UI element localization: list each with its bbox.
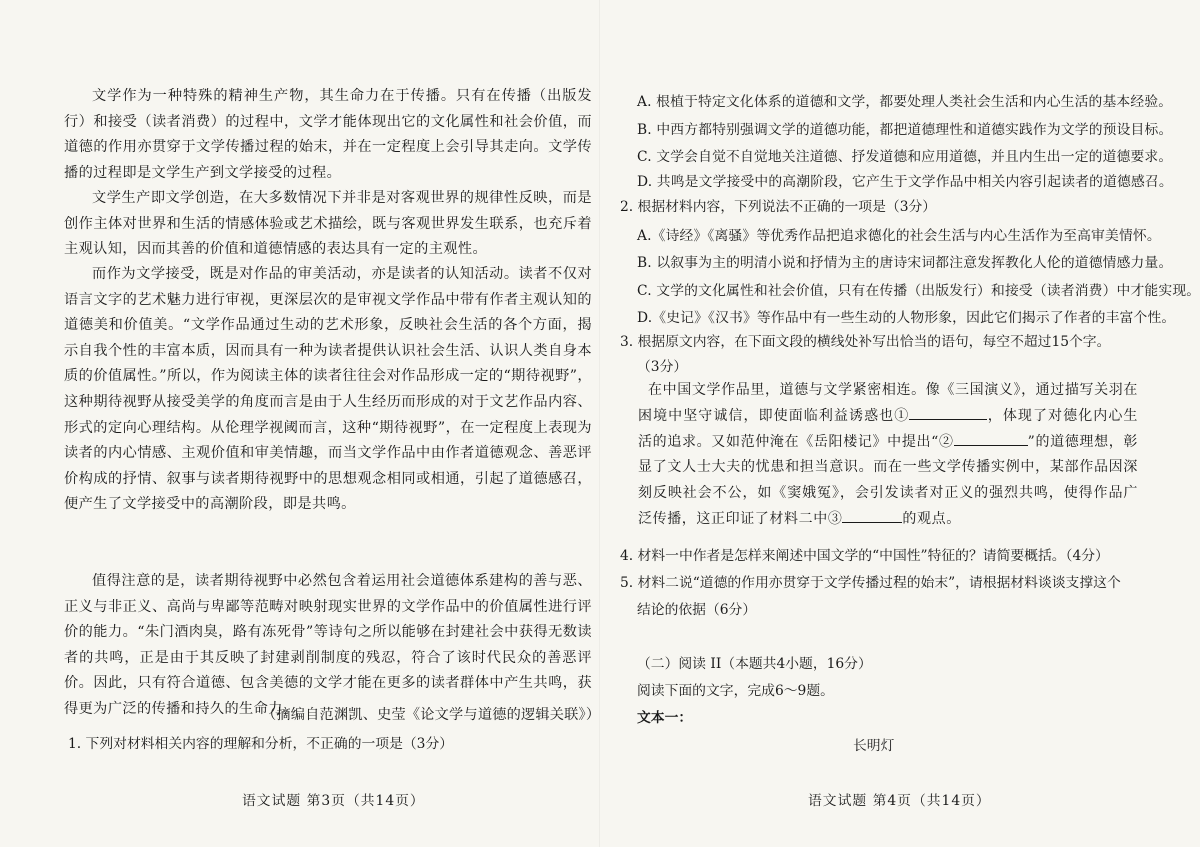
- fill-blank-2[interactable]: [954, 431, 1028, 446]
- question-1-stem: 1. 下列对材料相关内容的理解和分析，不正确的一项是（3分）: [68, 736, 454, 752]
- question-4-stem: 4. 材料一中作者是怎样来阐述中国文学的“中国性”特征的？请简要概括。（4分）: [620, 548, 1109, 564]
- q1-option-b: B. 中西方都特别强调文学的道德功能，都把道德理性和道德实践作为文学的预设目标。: [637, 122, 1173, 138]
- q2-option-d: D.《史记》《汉书》等作品中有一些生动的人物形象，因此它们揭示了作者的丰富个性。: [637, 310, 1176, 326]
- section-instruction: 阅读下面的文字，完成6～9题。: [637, 683, 834, 699]
- question-5-stem-line1: 5. 材料二说“道德的作用亦贯穿于文学传播过程的始末”，请根据材料谈谈支撑这个: [620, 575, 1121, 591]
- section-heading: （二）阅读 II（本题共4小题，16分）: [637, 656, 872, 672]
- question-3-score: （3分）: [637, 359, 688, 375]
- passage-paragraph-3: 而作为文学接受，既是对作品的审美活动，亦是读者的认知活动。读者不仅对语言文字的艺术魅力进行审视，更深层次的是审视文学作品中带有作者主观认知的道德美和价值美。“文学作品通过生动的艺术形象，反映社会生活的各个方面，揭示自我个性的丰富本质，因而具有一种为读者提供认识社会生活、认识人类自身本质的价值属性。”所以，作为阅读主体的读者往往会对作品形成一定的“期待视野”，这种期待视野从接受美学的角度而言是由于人生经历而形成的对于文艺作品内容、形式的定向心理结构。从伦理学视阈而言，这种“期待视野”，在一定程度上表现为读者的内心情感、主观价值和审美情趣，而当文学作品中由作者道德观念、善恶评价构成的抒情、叙事与读者期待视野中的思想观念相同或相通，引起了道德感召，便产生了文学接受中的高潮阶段，即是共鸣。: [64, 266, 592, 513]
- blank-marker-1: ①: [894, 407, 910, 424]
- passage-source: （摘编自范渊凯、史莹《论文学与道德的逻辑关联》）: [262, 707, 601, 723]
- fill-text-1: 在中国文学作品里，道德与文学紧密相连。像《三国演义》，通过描写关羽在困境中坚守诚信，即使面临利益诱惑也: [638, 382, 1138, 424]
- fill-text-4: 的观点。: [902, 510, 961, 527]
- blank-marker-3: ③: [827, 510, 843, 527]
- fill-text-3: ”的道德理想，彰显了文人士大夫的忧患和担当意识。而在一些文学传播实例中，某部作品因深刻反映社会不公，如《窦娥冤》，会引发读者对正义的强烈共鸣，使得作品广泛传播，这正印证了材料二中: [638, 433, 1138, 527]
- q2-option-c: C. 文学的文化属性和社会价值，只有在传播（出版发行）和接受（读者消费）中才能实现。: [637, 283, 1200, 299]
- question-2-stem: 2. 根据材料内容，下列说法不正确的一项是（3分）: [620, 199, 937, 215]
- q2-option-b: B. 以叙事为主的明清小说和抒情为主的唐诗宋词都注意发挥教化人伦的道德情感力量。: [637, 255, 1173, 271]
- story-title: 长明灯: [853, 738, 895, 754]
- fill-blank-3[interactable]: [842, 508, 902, 523]
- text-one-label: 文本一：: [637, 710, 693, 726]
- q1-option-a: A. 根植于特定文化体系的道德和文学，都要处理人类社会生活和内心生活的基本经验。: [637, 94, 1173, 110]
- q1-option-c: C. 文学会自觉不自觉地关注道德、抒发道德和应用道德，并且内生出一定的道德要求。: [637, 149, 1173, 165]
- question-3-stem: 3. 根据原文内容，在下面文段的横线处补写出恰当的语句，每空不超过15个字。: [620, 334, 1111, 350]
- fill-text-2: ，体现了对德化内心生活的追求。又如范仲淹在《岳阳楼记》中提出“: [638, 407, 1139, 450]
- passage-paragraph-1: 文学作为一种特殊的精神生产物，其生命力在于传播。只有在传播（出版发行）和接受（读者消费）的过程中，文学才能体现出它的文化属性和社会价值，而道德的作用亦贯穿于文学传播过程的始末，并在一定程度上会引导其走向。文学传播的过程即是文学生产到文学接受的过程。: [64, 88, 592, 181]
- blank-marker-2: ②: [938, 433, 954, 450]
- passage-paragraph-4: 值得注意的是，读者期待视野中必然包含着运用社会道德体系建构的善与恶、正义与非正义、高尚与卑鄙等范畴对映射现实世界的文学作品中的价值属性进行评价的能力。“朱门酒肉臭，路有冻死骨”等诗句之所以能够在封建社会中获得无数读者的共鸣，正是由于其反映了封建剥削制度的残忍，符合了该时代民众的善恶评价。因此，只有符合道德、包含美德的文学才能在更多的读者群体中产生共鸣，获得更为广泛的传播和持久的生命力。: [64, 573, 592, 717]
- q2-option-a: A.《诗经》《离骚》等优秀作品把追求德化的社会生活与内心生活作为至高审美情怀。: [637, 228, 1161, 244]
- q1-option-d: D. 共鸣是文学接受中的高潮阶段，它产生于文学作品中相关内容引起读者的道德感召。: [637, 174, 1173, 190]
- question-3-fill-paragraph: [638, 378, 1138, 533]
- passage-paragraph-2: 文学生产即文学创造，在大多数情况下并非是对客观世界的规律性反映，而是创作主体对世界和生活的情感体验或艺术描绘，既与客观世界发生联系，也充斥着主观认知，因而其善的价值和道德情感的表达具有一定的主观性。: [64, 190, 592, 258]
- question-5-stem-line2: 结论的依据（6分）: [637, 602, 757, 618]
- page-footer-right: 语文试题 第4页（共14页）: [808, 793, 991, 809]
- page-footer-left: 语文试题 第3页（共14页）: [242, 793, 425, 809]
- fill-blank-1[interactable]: [909, 405, 987, 420]
